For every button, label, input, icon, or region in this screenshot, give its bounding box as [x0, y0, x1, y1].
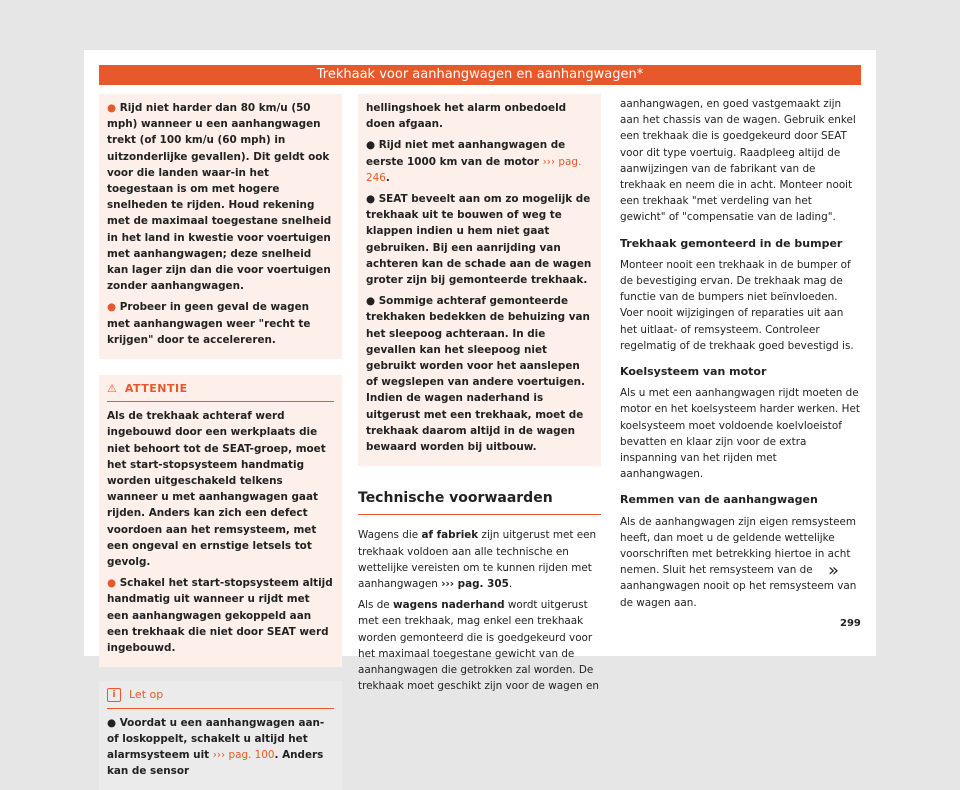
bullet-icon: ●	[107, 301, 117, 314]
paragraph: Monteer nooit een trekhaak in de bumper of de bevestiging ervan. De trekhaak mag de functie van de bumpers niet beïnvloeden. Voer nooit wijzigingen of reparaties uit aan het uitlaat- of remsysteem. Controleer regelmatig of de trekhaak goed bevestigd is.	[620, 258, 854, 352]
page-link[interactable]: ››› pag. 246	[366, 155, 582, 184]
bullet-icon: ●	[107, 716, 117, 729]
page-link[interactable]: ››› pag. 305	[441, 578, 509, 591]
warning-bullet-text: SEAT beveelt aan om zo mogelijk de trekhaak uit te bouwen of weg te klappen indien u hem niet gaat gebruiken. Bij een aanrijding van achteren kan de schade aan de wagen groter zijn bij gemonteerde trekhaak.	[366, 193, 592, 287]
section	[358, 490, 601, 694]
continue-arrow-icon: »	[828, 560, 840, 581]
text: Wagens die	[358, 529, 422, 542]
section-title: Technische voorwaarden	[358, 490, 553, 507]
bullet-icon: ●	[366, 139, 376, 152]
warning-triangle-icon: ⚠	[107, 382, 117, 396]
text: wordt uitgerust met een trekhaak, mag enkel een trekhaak worden gemonteerd die is goedgekeurd voor het maximaal toegestane gewicht van de aanhangwagen die getrokken zal worden. De trekhaak moet geschikt zijn voor de wagen en	[358, 599, 599, 693]
warning-text: Als de trekhaak achteraf werd ingebouwd door een werkplaats die niet behoort tot de SEAT-groep, moet het start-stopsysteem handmatig worden uitgeschakeld telkens wanneer u met aanhangwagen gaat rijden. Anders kan zich een defect voordoen aan het remsysteem, met een ongeval en ernstige letsels tot gevolg.	[107, 410, 326, 569]
paragraph: Als u met een aanhangwagen rijdt moeten de motor en het koelsysteem harder werken. Het koelsysteem moet voldoende koelvloeistof bevatten en klaar zijn voor de extra inspanning van het rijden met aanhangwagen.	[620, 387, 860, 481]
page-link[interactable]: ››› pag. 100	[212, 748, 275, 761]
subheading: Trekhaak gemonteerd in de bumper	[620, 236, 843, 250]
bullet-icon: ●	[107, 102, 117, 114]
warning-text: hellingshoek het alarm onbedoeld doen afgaan.	[366, 102, 567, 131]
bullet-icon: ●	[107, 577, 117, 590]
warning-box-continued	[99, 94, 342, 359]
warning-box	[99, 375, 342, 667]
tip-title-text: Let op	[129, 688, 164, 702]
bullet-icon: ●	[366, 295, 376, 308]
warning-bullet-text: Rijd niet met aanhangwagen de eerste 1000 km van de motor	[366, 139, 566, 168]
warning-box-continued-2	[358, 94, 601, 466]
divider	[107, 401, 334, 402]
warning-bullet-text: Schakel het start-stopsysteem altijd handmatig uit wanneer u rijdt met een aanhangwagen gekoppeld aan een trekhaak die niet door SEAT werd ingebouwd.	[107, 577, 333, 655]
warning-bullet-text: Probeer in geen geval de wagen met aanhangwagen weer "recht te krijgen" door te accelereren.	[107, 301, 311, 346]
paragraph: Als de aanhangwagen zijn eigen remsysteem heeft, dan moet u de geldende wettelijke voorschriften met betrekking hiertoe in acht nemen. Sluit het remsysteem van de aanhangwagen nooit op het remsysteem van de wagen aan.	[620, 515, 857, 609]
tip-box	[99, 681, 342, 790]
text: zijn uitgerust met een trekhaak voldoen aan alle technische en wettelijke vereisten om te kunnen rijden met aanhangwagen	[358, 529, 597, 591]
warning-title	[107, 381, 334, 397]
text-bold: af fabriek	[421, 529, 479, 542]
subheading: Remmen van de aanhangwagen	[620, 493, 818, 507]
text-bold: wagens naderhand	[393, 599, 505, 612]
warning-bullet-text: Rijd niet harder dan 80 km/u (50 mph) wanneer u een aanhangwagen trekt (of 100 km/u (60 mph) in uitzonderlijke gevallen). Dit geldt ook voor die landen waar-in het toegestaan is om met hogere snelheden te rijden. Houd rekening met de maximaal toegestane snelheid in het land in kwestie voor voertuigen met aanhangwagen; deze snelheid kan lager zijn dan die voor voertuigen zonder aanhangwagen.	[107, 102, 332, 293]
column-1	[99, 94, 342, 790]
subheading: Koelsysteem van motor	[620, 365, 767, 379]
text: Als de	[358, 599, 394, 612]
page-number: 299	[840, 618, 861, 629]
tip-title	[107, 687, 334, 703]
warning-title-text: ATTENTIE	[124, 382, 188, 396]
punctuation: .	[385, 171, 390, 184]
punctuation: .	[508, 578, 513, 591]
bullet-icon: ●	[366, 193, 376, 206]
tip-text: Voordat u een aanhangwagen aan- of loskoppelt, schakelt u altijd het alarmsysteem uit	[107, 716, 325, 761]
tip-text-end: . Anders kan de sensor	[107, 748, 324, 778]
paragraph: aanhangwagen, en goed vastgemaakt zijn aan het chassis van de wagen. Gebruik enkel een trekhaak die is goedgekeurd door SEAT voor dit type voertuig. Raadpleeg altijd de aanwijzingen van de fabrikant van de trekhaak en neem die in acht. Monteer nooit een trekhaak "met verdeling van het gewicht" of "compensatie van de lading".	[620, 98, 856, 224]
divider	[358, 514, 601, 515]
warning-bullet-text: Sommige achteraf gemonteerde trekhaken bedekken de behuizing van het sleepoog achteraan. In die gevallen kan het sleepoog niet gebruikt worden voor het aanslepen of wegslepen van andere voertuigen. Indien de wagen naderhand is uitgerust met een trekhaak, moet de trekhaak daarom altijd in de wagen bewaard worden bij uitbouw.	[366, 295, 590, 454]
column-2	[358, 94, 601, 700]
column-3	[620, 96, 860, 616]
page-header: Trekhaak voor aanhangwagen en aanhangwagen*	[99, 65, 861, 85]
info-icon: i	[107, 688, 121, 702]
